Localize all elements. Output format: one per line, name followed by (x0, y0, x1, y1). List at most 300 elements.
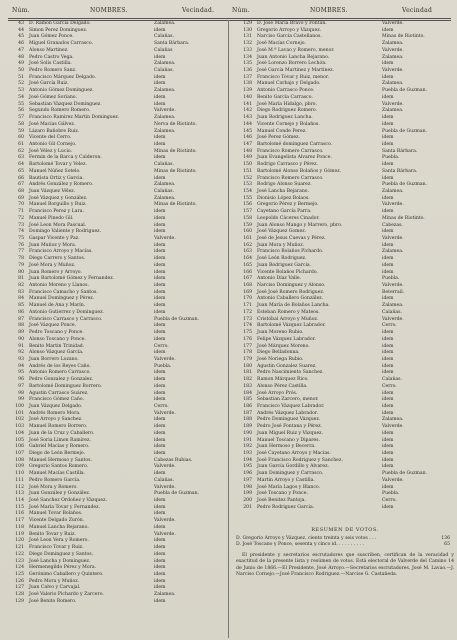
row-name: Gregorio Arroyo y Vázquez. (257, 27, 322, 33)
row-number: 129 (15, 598, 24, 604)
table-row (4, 525, 226, 532)
row-name: José María Hidalgo, pbro. (257, 101, 317, 107)
row-number: 140 (243, 94, 252, 100)
table-row (232, 357, 454, 364)
table-row (4, 330, 226, 337)
row-number: 82 (18, 283, 24, 289)
row-name: José Lancha Bejarano. (257, 188, 309, 194)
row-vecindad: idem (382, 195, 394, 201)
row-name: Manuel Romero Borrero. (29, 424, 88, 430)
row-name: Esteban Romero y Mateos. (257, 309, 320, 315)
table-row (232, 283, 454, 290)
row-vecindad: Calañas. (154, 477, 174, 483)
row-name: José Toscano y Ponce. (257, 491, 308, 497)
row-number: 184 (243, 390, 252, 396)
row-name: Pedro Dominguez Vázquez. (257, 417, 321, 423)
row-number: 185 (243, 397, 252, 403)
row-number: 98 (18, 390, 24, 396)
table-row (4, 397, 226, 404)
row-vecindad: idem (154, 424, 166, 430)
row-vecindad: Puebla de Guzman. (154, 491, 200, 497)
table-row (232, 209, 454, 216)
row-number: 154 (243, 188, 252, 194)
row-name: Bartolomé Dominguez Borrero. (29, 383, 103, 389)
row-vecindad: Puebla de Guzman. (382, 128, 428, 134)
row-vecindad: idem (382, 229, 394, 235)
row-name: Juan Muñoz y Mora. (29, 242, 77, 248)
row-number: 67 (18, 182, 24, 188)
row-name: Gaspar Vicente y Paz. (29, 236, 80, 241)
row-vecindad: Valverde. (382, 236, 404, 241)
row-vecindad: idem (154, 383, 166, 389)
row-number: 51 (18, 74, 24, 80)
row-number: 93 (18, 356, 24, 362)
row-number: 63 (18, 155, 24, 161)
row-name: José Vázquez Ponce. (29, 323, 77, 329)
row-name: Segundo Romero Romero. (29, 108, 91, 114)
row-number: 136 (243, 68, 252, 74)
row-number: 196 (243, 471, 252, 477)
row-vecindad: idem (154, 558, 166, 564)
row-name: Pedro Mora y Muñoz. (29, 578, 80, 584)
row-vecindad: Zalamea. (382, 188, 404, 194)
row-name: José León Rodriguez. (257, 256, 307, 262)
row-name: Vicente del Cerro. (29, 135, 72, 141)
table-row (232, 330, 454, 337)
row-vecindad: idem (382, 296, 394, 302)
row-number: 64 (18, 162, 24, 168)
row-number: 200 (243, 498, 252, 504)
row-vecindad: Valverde. (154, 356, 176, 362)
row-name: Manuel Pinedo Gil. (29, 215, 74, 221)
row-number: 86 (18, 309, 24, 315)
row-name: Felipe Vázquez Labrador. (257, 336, 316, 342)
row-number: 163 (243, 249, 252, 255)
row-number: 155 (243, 195, 252, 201)
row-number: 60 (18, 135, 24, 141)
row-vecindad: idem (154, 27, 166, 33)
row-name: Vicente Cornejo y Bolaños. (257, 121, 320, 127)
summary-title: RESUMEN DE VOTOS. (311, 527, 379, 533)
row-number: 190 (243, 430, 252, 436)
row-vecindad: Zalamea. (382, 108, 404, 114)
row-number: 52 (18, 81, 24, 87)
row-vecindad: Zalamea. (154, 21, 176, 26)
row-vecindad: Puebla. (382, 276, 400, 282)
row-number: 189 (243, 424, 252, 430)
row-vecindad: Valverde. (154, 484, 176, 490)
row-name: Francisco Márquez Delgado. (29, 74, 97, 80)
row-vecindad: Cerro. (382, 383, 397, 389)
summary-line-count: 136 (441, 535, 450, 541)
row-vecindad: Zalamea. (382, 54, 404, 60)
summary-line-text: D. José Toscano y Ponce, sesenta y cinco id. . . . . . . . . . (236, 542, 364, 548)
table-row (4, 216, 226, 223)
row-number: 58 (18, 121, 24, 127)
row-vecindad: Santa Bárbara. (382, 168, 418, 174)
row-number: 99 (18, 397, 24, 403)
row-name: Antonio Gutierrez y Dominguez. (29, 309, 104, 315)
row-vecindad: Valverde. (382, 424, 404, 430)
row-name: Sebastian Vázquez Dominguez. (29, 101, 102, 107)
row-name: José Soria Limon Ramírez. (29, 437, 91, 443)
row-number: 145 (243, 128, 252, 134)
row-vecindad: Cerro. (382, 498, 397, 504)
row-number: 182 (243, 377, 252, 383)
row-number: 102 (15, 417, 24, 423)
row-number: 126 (15, 578, 24, 584)
row-name: Juan Gómez Ponce. (29, 34, 74, 40)
row-number: 77 (18, 249, 24, 255)
row-vecindad: idem (154, 571, 166, 577)
table-row (4, 169, 226, 176)
row-number: 85 (18, 303, 24, 309)
row-number: 183 (243, 383, 252, 389)
row-vecindad: idem (382, 390, 394, 396)
table-row (4, 310, 226, 317)
row-vecindad: idem (154, 256, 166, 262)
row-number: 151 (243, 168, 252, 174)
row-vecindad: idem (154, 269, 166, 275)
header-rule (8, 18, 451, 19)
row-name: Pedro Toscano y Ponce. (29, 330, 84, 336)
row-vecindad: Calañas. (154, 68, 174, 74)
row-name: José de Jesus Cuevas y Pérez. (257, 236, 326, 241)
table-row (4, 518, 226, 525)
row-name: Juan Antonio Lancha Bejarano. (257, 54, 330, 60)
row-number: 150 (243, 162, 252, 168)
row-vecindad: idem (382, 444, 394, 450)
row-name: Vicente Bolaños Pichardo. (257, 269, 318, 275)
row-number: 70 (18, 202, 24, 208)
row-vecindad: idem (382, 410, 394, 416)
table-row (4, 424, 226, 431)
row-name: Pedro Nascimiento Sanchez. (257, 370, 324, 376)
row-vecindad: idem (382, 457, 394, 463)
row-vecindad: idem (382, 269, 394, 275)
row-vecindad: idem (154, 524, 166, 530)
row-name: Andrés Romero Mora. (29, 410, 81, 416)
table-row (4, 350, 226, 357)
row-number: 188 (243, 417, 252, 423)
row-name: Juan Miguel Ruiz y Vázquez. (257, 430, 324, 436)
row-name: Benito Tovar y Ruiz. (29, 531, 76, 537)
row-number: 66 (18, 175, 24, 181)
row-number: 199 (243, 491, 252, 497)
row-name: José Lancha y Dominguez. (29, 558, 91, 564)
row-name: Antonio Romero Carrasco. (29, 370, 91, 376)
row-name: José Valerio Pichardo y Zarcero. (29, 592, 104, 598)
row-number: 179 (243, 356, 252, 362)
row-number: 61 (18, 141, 24, 147)
row-name: José Gómez Soriano. (29, 94, 77, 100)
row-name: Antonio Gómez Dominguez. (29, 88, 94, 94)
row-number: 97 (18, 383, 24, 389)
table-row (4, 115, 226, 122)
row-vecindad: Minas de Riotinto. (154, 168, 197, 174)
row-vecindad: idem (154, 309, 166, 315)
row-number: 149 (243, 155, 252, 161)
row-vecindad: Valverde. (154, 410, 176, 416)
row-name: Gregorio Pérez y Bermejo. (257, 202, 319, 208)
row-number: 127 (15, 585, 24, 591)
row-name: Andrés Vázquez Labrador. (257, 410, 319, 416)
row-vecindad: Zalamea. (382, 41, 404, 47)
table-row (4, 592, 226, 599)
row-name: Manuel Toscano y Dipares. (257, 437, 320, 443)
table-row (4, 444, 226, 451)
table-row (232, 41, 454, 48)
row-vecindad: idem (154, 585, 166, 591)
row-name: Juan Borrero Lozano. (29, 356, 79, 362)
row-number: 100 (15, 403, 24, 409)
row-number: 128 (15, 592, 24, 598)
table-row (4, 498, 226, 505)
table-row (4, 572, 226, 579)
table-row (4, 182, 226, 189)
row-number: 201 (243, 504, 252, 510)
table-row (4, 236, 226, 243)
row-name: Pedro Gonzalez y Gonzalez. (29, 377, 94, 383)
row-name: Juan García Gordillo y Alvarez. (257, 464, 329, 470)
row-vecindad: idem (154, 289, 166, 295)
row-vecindad: Puebla de Guzman. (382, 88, 428, 94)
row-number: 186 (243, 403, 252, 409)
row-number: 192 (243, 444, 252, 450)
row-vecindad: idem (154, 451, 166, 456)
row-number: 45 (18, 34, 24, 40)
row-name: Manuel Tovar Bolaños. (29, 511, 83, 517)
row-number: 95 (18, 370, 24, 376)
row-vecindad: Zalamea. (154, 61, 176, 67)
row-vecindad: idem (382, 370, 394, 376)
row-name: Francisco Romero Carrasco. (257, 148, 324, 154)
row-name: José Lorenzo Borrero Lechón. (257, 61, 327, 67)
row-name: José María Lagos y Blanco. (257, 484, 321, 490)
table-row (4, 357, 226, 364)
row-name: José Benito Romero. (29, 598, 77, 604)
row-number: 146 (243, 135, 252, 141)
row-name: Fermin de la Barca y Calderon. (29, 155, 102, 161)
table-row (232, 142, 454, 149)
row-name: Bartolomé Tovar y Velez. (29, 162, 87, 168)
row-name: Ramon Márquez Rico. (257, 377, 309, 383)
row-name: Juan González y González. (29, 491, 91, 497)
row-name: José Vázquez y González. (29, 195, 88, 201)
row-name: Juan Bartolomé Gómez y Fernandez. (29, 276, 115, 282)
row-name: Bartolomé dominguez Carrasco. (257, 141, 333, 147)
row-number: 169 (243, 289, 252, 295)
row-vecindad: idem (382, 504, 394, 510)
row-vecindad: Nerva de Riotinto. (154, 121, 197, 127)
row-vecindad: idem (382, 74, 394, 80)
table-row (4, 552, 226, 559)
table-row (232, 115, 454, 122)
row-vecindad: idem (154, 498, 166, 504)
row-vecindad: Puebla de Guzman. (382, 471, 428, 477)
row-name: Francisco Perez y Lara. (29, 209, 84, 215)
row-vecindad: Cerro. (382, 323, 397, 329)
left-column (4, 21, 226, 606)
row-name: Alonso Pérez Castilla. (257, 383, 308, 389)
row-number: 147 (243, 141, 252, 147)
table-row (232, 135, 454, 142)
row-vecindad: idem (154, 511, 166, 517)
row-vecindad: Cerro. (154, 403, 169, 409)
row-name: Andrés González y Romero. (29, 182, 94, 188)
row-vecindad: Calañas. (154, 34, 174, 40)
row-name: Antonio Moreno y Llanos. (29, 283, 89, 289)
row-number: 187 (243, 410, 252, 416)
row-name: Andrés de los Reyes Caño. (29, 363, 91, 369)
row-name: Antonio Caballero González. (257, 296, 324, 302)
table-row (4, 478, 226, 485)
row-number: 56 (18, 108, 24, 114)
row-name: Manuel Conde Perez. (257, 128, 307, 134)
row-name: Sebastian Zarcero, menor. (257, 397, 319, 403)
header-left-names: NOMBRES. (90, 7, 128, 14)
row-vecindad: idem (154, 598, 166, 604)
table-row (232, 498, 454, 505)
header-left-vecindad: Vecindad. (182, 7, 215, 14)
column-divider (228, 20, 229, 638)
table-row (4, 303, 226, 310)
table-row (232, 384, 454, 391)
row-number: 96 (18, 377, 24, 383)
row-name: Agustin Gonzalez Suarez. (257, 363, 317, 369)
row-vecindad: Valverde. (154, 464, 176, 470)
row-name: Manuel Hermoso y Santos. (29, 457, 92, 463)
row-vecindad: idem (154, 209, 166, 215)
table-row (4, 599, 226, 606)
row-number: 130 (243, 27, 252, 33)
row-number: 178 (243, 350, 252, 356)
table-row (232, 68, 454, 75)
row-name: Francisco Arroyo y Macías. (29, 249, 93, 255)
row-name: Alonso Martinez. (29, 47, 69, 53)
row-number: 118 (15, 524, 24, 530)
row-vecindad: idem (382, 451, 394, 456)
row-vecindad: idem (154, 242, 166, 248)
row-number: 166 (243, 269, 252, 275)
row-vecindad: idem (154, 229, 166, 235)
row-vecindad: Calañas. (382, 309, 402, 315)
row-vecindad: Minas de Riotinto. (382, 215, 425, 221)
table-row (4, 142, 226, 149)
header-right-vecindad: Vecindad (402, 7, 433, 14)
row-number: 90 (18, 336, 24, 342)
row-vecindad: Puebla de Guzman. (382, 182, 428, 188)
vote-summary (236, 527, 454, 579)
row-name: José Mora y Romero. (29, 484, 78, 490)
table-row (4, 283, 226, 290)
row-vecindad: Cerro. (154, 343, 169, 349)
row-number: 197 (243, 477, 252, 483)
row-vecindad: idem (154, 54, 166, 60)
row-number: 137 (243, 74, 252, 80)
table-row (232, 505, 454, 512)
row-number: 165 (243, 262, 252, 268)
row-vecindad: Zalamea. (154, 592, 176, 598)
row-vecindad: idem (154, 296, 166, 302)
row-number: 104 (15, 430, 24, 436)
row-name: Narciso García Castellanos. (257, 34, 322, 40)
row-number: 57 (18, 115, 24, 121)
row-name: Alonso Toscano y Ponce. (29, 336, 86, 342)
row-vecindad: idem (382, 330, 394, 336)
row-name: José Vázquez Gomez. (257, 229, 307, 235)
row-vecindad: idem (154, 276, 166, 282)
table-row (4, 471, 226, 478)
row-name: Narciso Dominguez y Alonso. (257, 283, 326, 289)
table-row (232, 424, 454, 431)
row-name: Francisco Bolaños Pichardo. (257, 249, 324, 255)
right-column (232, 21, 454, 511)
row-vecindad: Minas de Riotinto. (154, 148, 197, 154)
row-vecindad: idem (382, 397, 394, 403)
row-vecindad: Valverde. (382, 477, 404, 483)
row-name: D. Ramon García Delgado. (29, 21, 91, 26)
table-row (4, 209, 226, 216)
row-name: José Cayetano Arroyo y Macías. (257, 451, 331, 456)
row-vecindad: Minas de Riotinto. (382, 34, 425, 40)
row-number: 110 (15, 471, 24, 477)
row-name: Alonso Vázquez García. (29, 350, 84, 356)
row-vecindad: idem (154, 222, 166, 228)
row-number: 148 (243, 148, 252, 154)
row-number: 139 (243, 88, 252, 94)
row-name: Bartolomé Vázquez Labrador. (257, 323, 326, 329)
row-number: 152 (243, 175, 252, 181)
row-vecindad: Valverde. (382, 68, 404, 74)
row-name: Martin Arroyo y Castilla. (257, 477, 315, 483)
row-number: 138 (243, 81, 252, 87)
row-vecindad: Puebla. (382, 491, 400, 497)
table-row (232, 471, 454, 478)
row-number: 170 (243, 296, 252, 302)
table-row (232, 404, 454, 411)
row-name: José Vélez y Lucio. (29, 148, 73, 154)
row-vecindad: idem (154, 94, 166, 100)
row-name: José M.ª Lavao y Romero, menor. (257, 47, 335, 53)
table-row (4, 256, 226, 263)
row-name: Benito García Carrasco. (257, 94, 313, 100)
row-name: Bartolomé Alonso Bolaños y Gómez. (257, 168, 342, 174)
row-vecindad: idem (382, 27, 394, 33)
row-number: 158 (243, 215, 252, 221)
row-vecindad: idem (154, 437, 166, 443)
row-number: 175 (243, 330, 252, 336)
row-vecindad: Cabezas Rubias. (154, 457, 193, 463)
table-row (232, 48, 454, 55)
row-name: Rodrigo Alonso Suarez. (257, 182, 312, 188)
row-vecindad: Zalamea. (154, 195, 176, 201)
table-row (4, 337, 226, 344)
row-vecindad: idem (382, 350, 394, 356)
table-row (232, 444, 454, 451)
row-number: 198 (243, 484, 252, 490)
row-vecindad: idem (154, 249, 166, 255)
row-name: Diego Dominguez y Santos. (29, 551, 94, 557)
table-row (4, 189, 226, 196)
row-number: 167 (243, 276, 252, 282)
table-row (4, 451, 226, 458)
table-row (232, 216, 454, 223)
row-vecindad: idem (154, 545, 166, 551)
row-number: 72 (18, 215, 24, 221)
row-number: 62 (18, 148, 24, 154)
row-number: 124 (15, 565, 24, 571)
